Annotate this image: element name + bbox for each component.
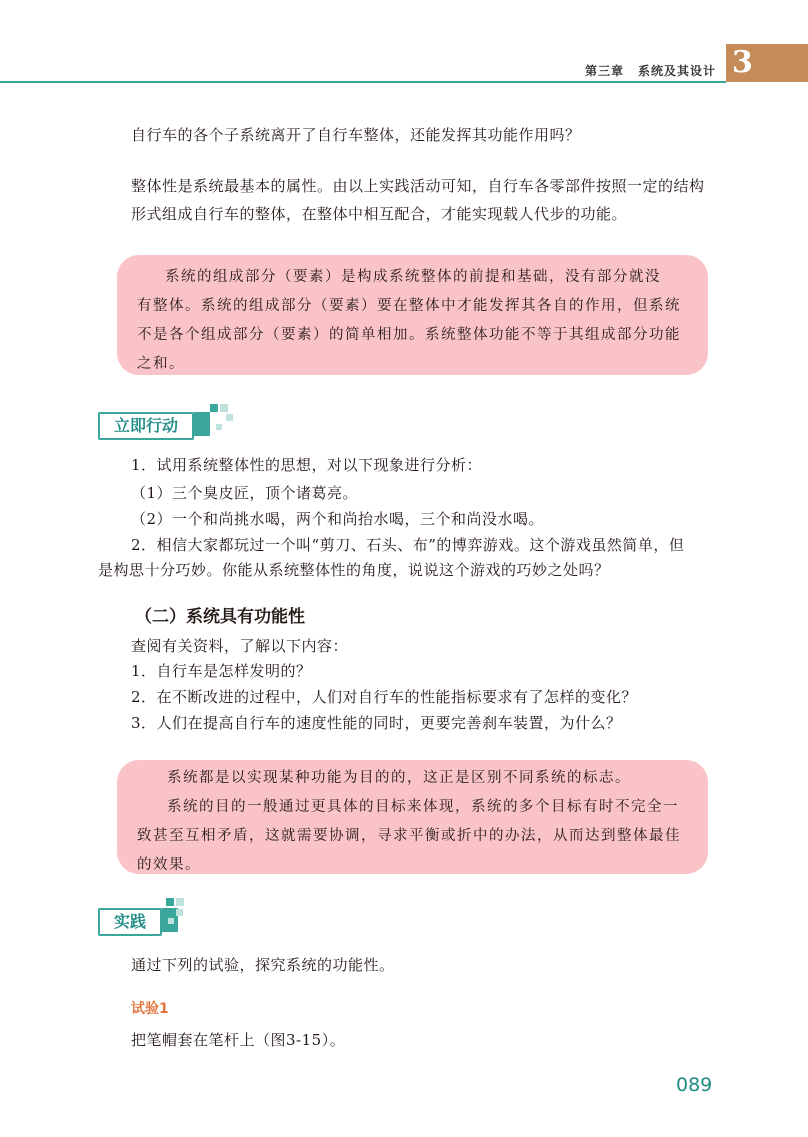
- practice-intro: 通过下列的试验，探究系统的功能性。: [131, 956, 395, 974]
- callout-line: 系统的组成部分（要素）是构成系统整体的前提和基础，没有部分就没: [165, 269, 661, 285]
- decor-square: [226, 414, 233, 421]
- action-line-5: 是构思十分巧妙。你能从系统整体性的角度，说说这个游戏的巧妙之处吗？: [98, 561, 610, 579]
- running-header: [571, 62, 716, 79]
- header-rule: [0, 81, 726, 83]
- intro-paragraph-line-2: 形式组成自行车的整体，在整体中相互配合，才能实现载人代步的功能。: [131, 205, 628, 223]
- key-point-box-1: [117, 255, 708, 375]
- decor-square: [176, 898, 184, 906]
- action-line-2: （1）三个臭皮匠，顶个诸葛亮。: [131, 484, 359, 502]
- section2-line-4: 3．人们在提高自行车的速度性能的同时，更要完善刹车装置，为什么？: [131, 714, 622, 732]
- chapter-tab: [726, 44, 808, 82]
- callout-line: 之和。: [137, 356, 185, 372]
- decor-square: [216, 424, 222, 430]
- page-number: 089: [676, 1074, 713, 1096]
- decor-square: [210, 404, 218, 412]
- action-line-4: 2．相信大家都玩过一个叫“剪刀、石头、布”的博弈游戏。这个游戏虽然简单，但: [131, 536, 685, 554]
- action-line-3: （2）一个和尚挑水喝，两个和尚抬水喝，三个和尚没水喝。: [131, 510, 545, 528]
- action-tag: [98, 412, 194, 440]
- decor-square: [166, 898, 174, 906]
- callout-line: 有整体。系统的组成部分（要素）要在整体中才能发挥其各自的作用，但系统: [137, 298, 681, 314]
- callout-line: 的效果。: [137, 857, 201, 873]
- key-point-box-2: [117, 760, 708, 874]
- intro-question: 自行车的各个子系统离开了自行车整体，还能发挥其功能作用吗？: [131, 126, 581, 144]
- action-line-1: 1．试用系统整体性的思想，对以下现象进行分析：: [131, 456, 483, 474]
- section2-line-1: 查阅有关资料，了解以下内容：: [131, 637, 349, 655]
- section-title: （二）系统具有功能性: [135, 607, 305, 627]
- chapter-number: 3: [732, 45, 753, 80]
- callout-line: 系统的目的一般通过更具体的目标来体现，系统的多个目标有时不完全一: [167, 799, 679, 815]
- experiment-title: 试验1: [131, 1001, 169, 1017]
- action-tag-label: 立即行动: [114, 416, 179, 435]
- section2-line-2: 1．自行车是怎样发明的？: [131, 662, 312, 680]
- practice-tag: [98, 908, 162, 936]
- decor-square: [168, 918, 174, 924]
- intro-paragraph-line-1: 整体性是系统最基本的属性。由以上实践活动可知，自行车各零部件按照一定的结构: [131, 177, 705, 195]
- header-title: 系统及其设计: [637, 64, 716, 78]
- practice-tag-label: 实践: [114, 912, 147, 931]
- callout-line: 致甚至互相矛盾，这就需要协调，寻求平衡或折中的办法，从而达到整体最佳: [137, 828, 681, 844]
- decor-square: [176, 909, 183, 916]
- decor-square: [220, 404, 228, 412]
- section2-line-3: 2．在不断改进的过程中，人们对自行车的性能指标要求有了怎样的变化？: [131, 688, 638, 706]
- header-chapter: 第三章: [584, 64, 624, 78]
- callout-line: 不是各个组成部分（要素）的简单相加。系统整体功能不等于其组成部分功能: [137, 327, 681, 343]
- callout-line: 系统都是以实现某种功能为目的的，这正是区别不同系统的标志。: [167, 770, 631, 786]
- experiment-text: 把笔帽套在笔杆上（图3-15）。: [131, 1031, 346, 1049]
